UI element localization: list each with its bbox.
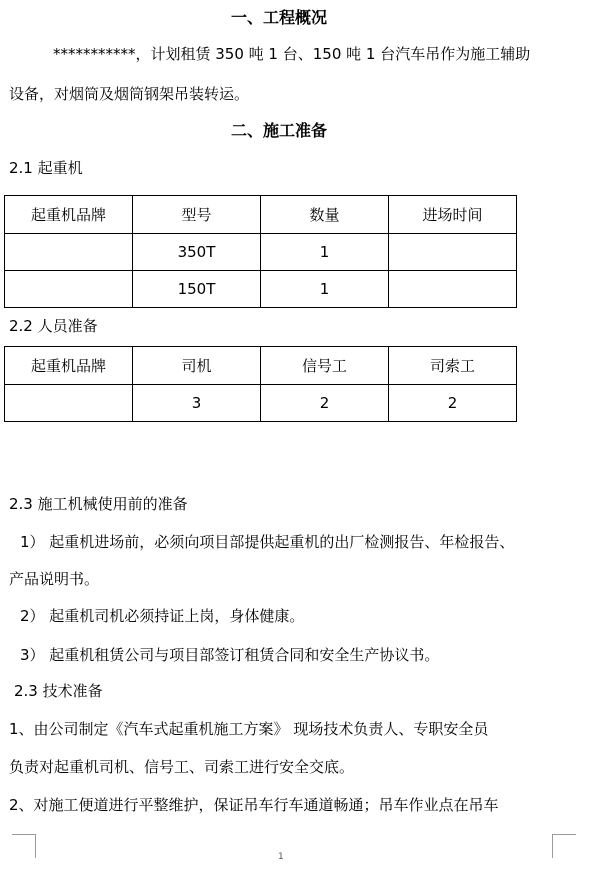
table-header-cell: 信号工	[261, 347, 389, 385]
table-row	[5, 385, 517, 422]
subheading-technical-prep: 2.3 技术准备	[14, 682, 103, 700]
list-item: 3） 起重机租赁公司与项目部签订租赁合同和安全生产协议书。	[20, 646, 440, 664]
crop-mark-right-horizontal	[552, 834, 576, 835]
table-row	[5, 271, 517, 308]
table-row	[5, 234, 517, 271]
table-header-cell: 数量	[261, 196, 389, 234]
crop-mark-left-horizontal	[12, 834, 36, 835]
table-cell: 2	[389, 385, 517, 422]
table-cell: 1	[261, 271, 389, 308]
list-item: 1） 起重机进场前，必须向项目部提供起重机的出厂检测报告、年检报告、	[20, 533, 515, 551]
subheading-personnel: 2.2 人员准备	[9, 317, 98, 335]
section1-heading: 一、工程概况	[231, 8, 328, 27]
table-header-row	[5, 196, 517, 234]
table-cell	[5, 234, 133, 271]
crop-mark-left-vertical	[35, 834, 36, 858]
table-header-row	[5, 347, 517, 385]
table-cell	[389, 234, 517, 271]
tech-paragraph-line: 负责对起重机司机、信号工、司索工进行安全交底。	[9, 758, 355, 776]
personnel-table	[4, 346, 517, 422]
list-item: 2） 起重机司机必须持证上岗，身体健康。	[20, 607, 305, 625]
table-cell: 3	[133, 385, 261, 422]
table-header-cell: 起重机品牌	[5, 347, 133, 385]
section2-heading: 二、施工准备	[231, 121, 328, 140]
list-item-continuation: 产品说明书。	[9, 570, 100, 588]
table-header-cell: 进场时间	[389, 196, 517, 234]
crop-mark-right-vertical	[552, 834, 553, 858]
table-header-cell: 型号	[133, 196, 261, 234]
tech-paragraph-line: 2、对施工便道进行平整维护，保证吊车行车通道畅通；吊车作业点在吊车	[9, 796, 499, 814]
table-header-cell: 司索工	[389, 347, 517, 385]
table-cell: 2	[261, 385, 389, 422]
table-cell	[389, 271, 517, 308]
table-header-cell: 起重机品牌	[5, 196, 133, 234]
section1-paragraph-line2: 设备，对烟筒及烟筒钢架吊装转运。	[9, 85, 250, 103]
table-cell	[5, 385, 133, 422]
table-cell	[5, 271, 133, 308]
subheading-cranes: 2.1 起重机	[9, 159, 83, 177]
tech-paragraph-line: 1、由公司制定《汽车式起重机施工方案》 现场技术负责人、专职安全员	[9, 720, 489, 738]
crane-table	[4, 195, 517, 308]
table-cell: 150T	[133, 271, 261, 308]
table-cell: 350T	[133, 234, 261, 271]
section1-paragraph-line1: ***********，计划租赁 350 吨 1 台、150 吨 1 台汽车吊作为施工辅助	[53, 45, 531, 63]
subheading-machinery-prep: 2.3 施工机械使用前的准备	[9, 495, 188, 513]
page-number: 1	[278, 852, 284, 862]
table-header-cell: 司机	[133, 347, 261, 385]
table-cell: 1	[261, 234, 389, 271]
